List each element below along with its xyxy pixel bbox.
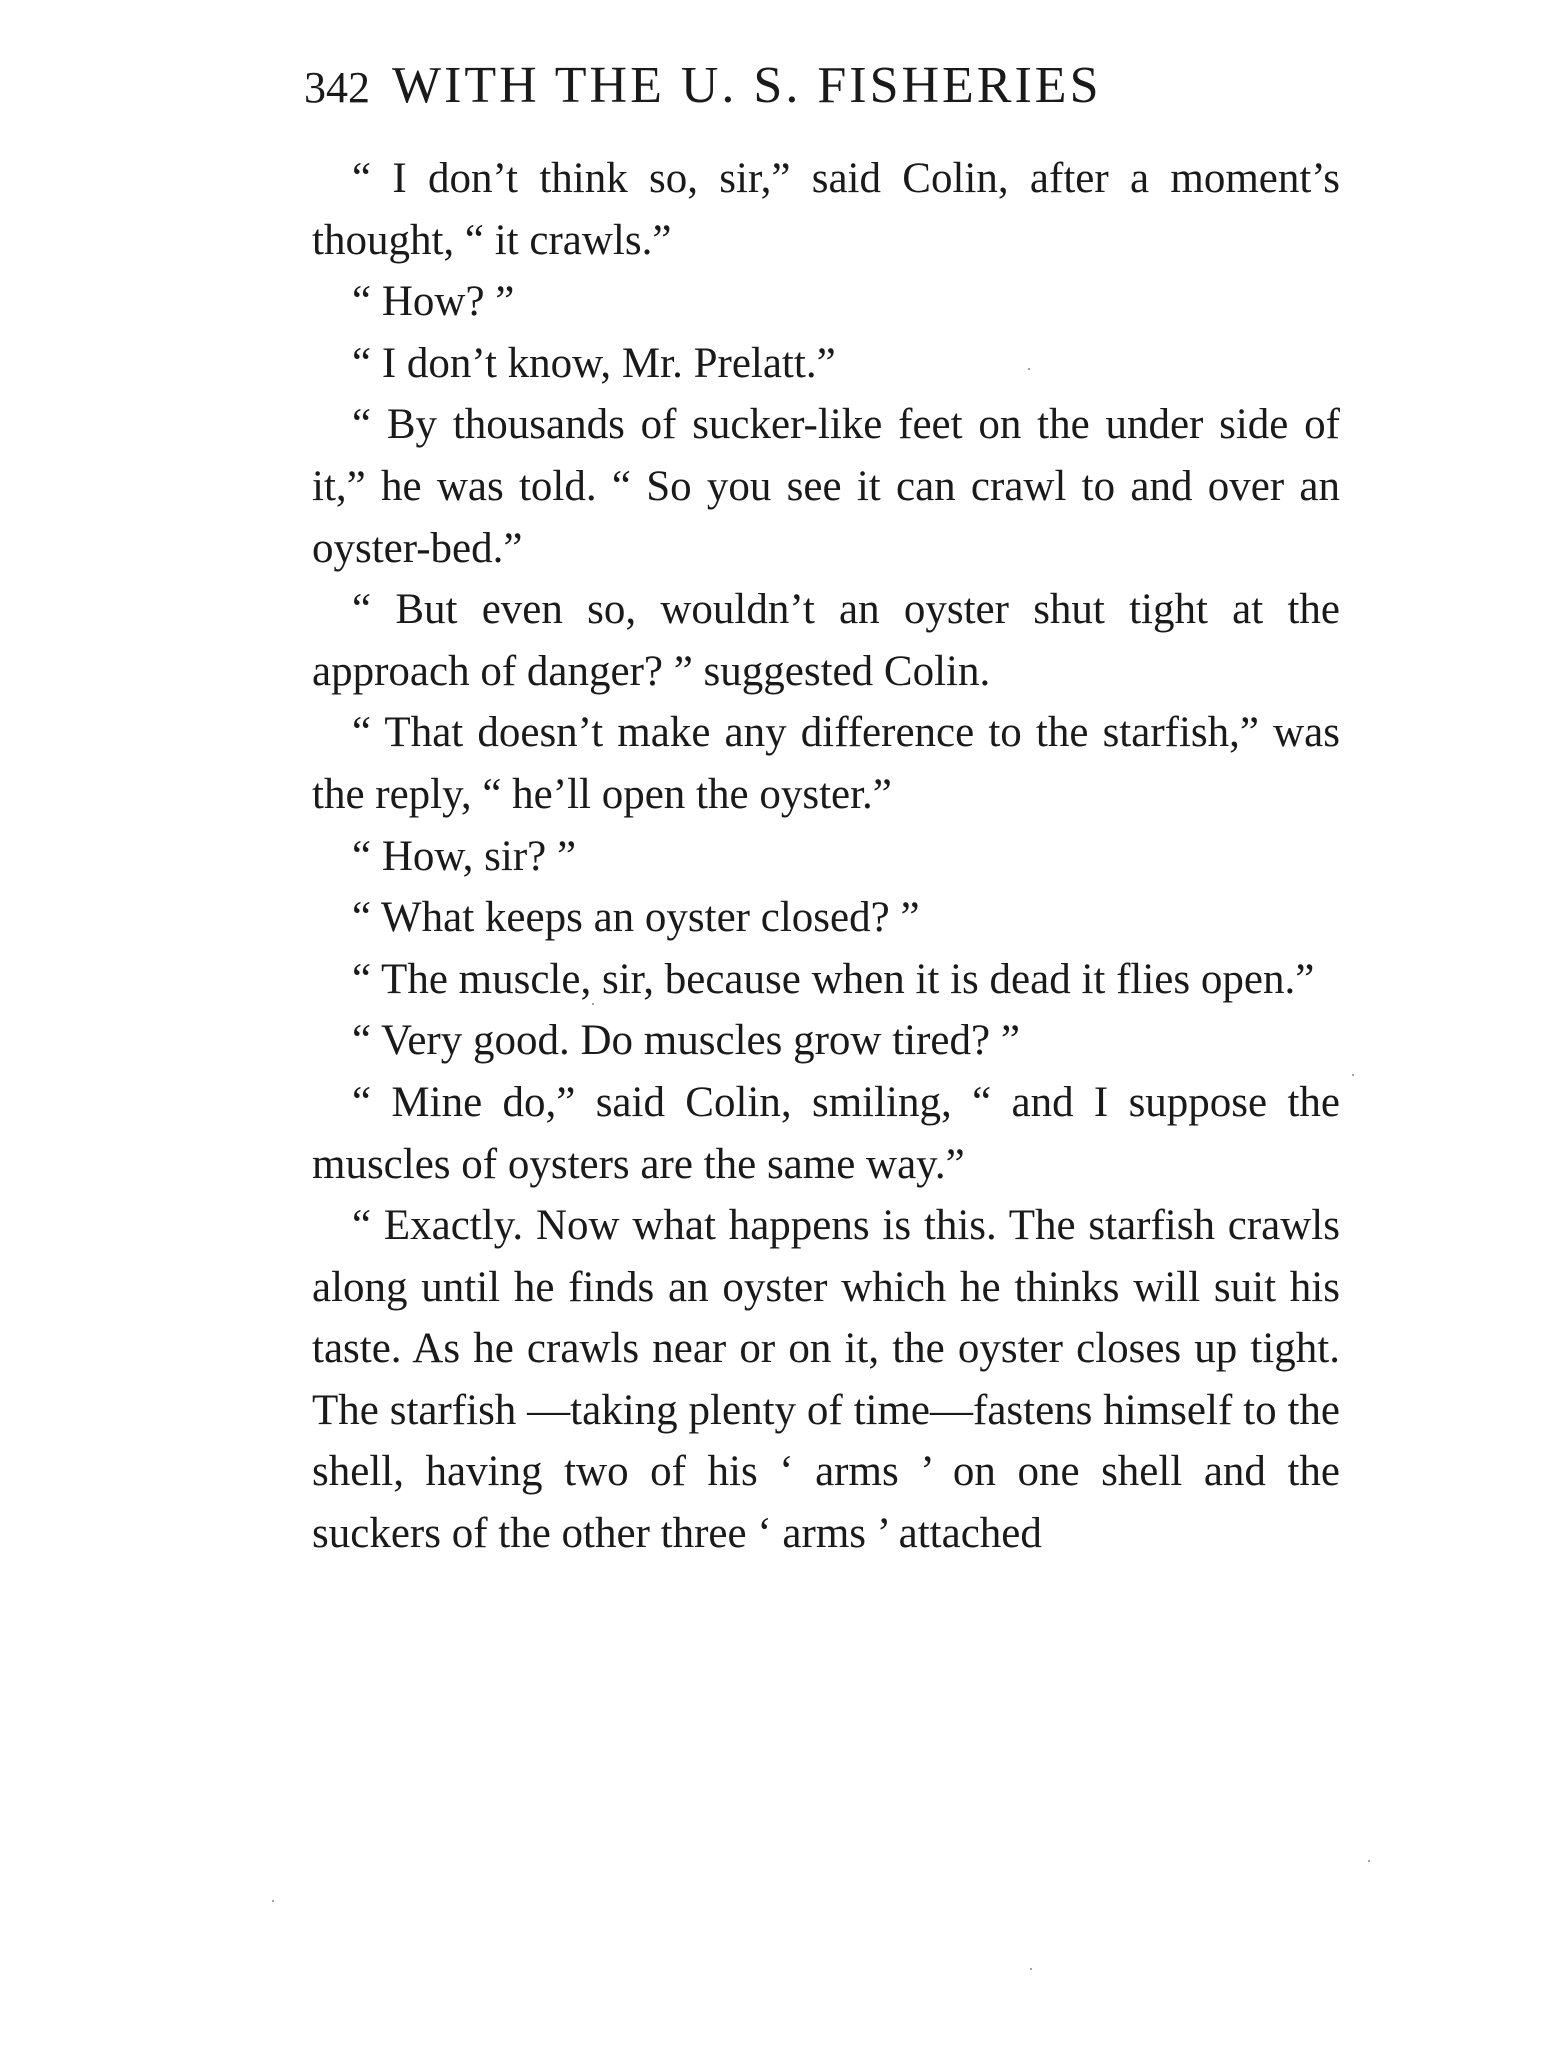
- paragraph: “ The muscle, sir, because when it is dead it flies open.”: [352, 955, 1315, 1003]
- speck: [1028, 368, 1030, 370]
- speck: [1352, 1074, 1354, 1076]
- paragraph: “ I don’t know, Mr. Prelatt.”: [352, 339, 836, 387]
- paragraph: “ I don’t think so, sir,” said Colin, after a moment’s thought, “ it crawls.”: [312, 155, 1340, 264]
- speck: [1030, 1968, 1032, 1970]
- paragraph: “ By thousands of sucker-like feet on the under side of it,” he was told. “ So you see it can crawl to and over an oyster-bed.”: [312, 401, 1340, 572]
- paragraph: “ Exactly. Now what happens is this. The starfish crawls along until he finds an oyster which he thinks will suit his taste. As he crawls near or on it, the oyster closes up tight. The starfish —taking plenty of time—fastens himself to the shell, having two of his ‘ arms ’ on one shell and the suckers of the other three ‘ arms ’ attached: [312, 1202, 1340, 1558]
- paragraph: “ But even so, wouldn’t an oyster shut tight at the approach of danger? ” suggested Colin.: [312, 586, 1340, 695]
- paragraph: “ That doesn’t make any difference to the starfish,” was the reply, “ he’ll open the oyster.”: [312, 709, 1340, 818]
- page-header: [304, 56, 1344, 126]
- paragraph: “ Very good. Do muscles grow tired? ”: [352, 1017, 1020, 1065]
- running-head: WITH THE U. S. FISHERIES: [392, 57, 1102, 114]
- page-number: 342: [304, 63, 370, 112]
- speck: [272, 1900, 274, 1902]
- paragraph: “ How, sir? ”: [352, 832, 577, 880]
- paragraph: “ Mine do,” said Colin, smiling, “ and I suppose the muscles of oysters are the same way.”: [312, 1078, 1340, 1188]
- speck: [592, 1003, 594, 1005]
- paragraph: “ What keeps an oyster closed? ”: [352, 894, 920, 942]
- speck: [1368, 1860, 1370, 1862]
- paragraph: “ How? ”: [352, 278, 515, 326]
- body-text: [312, 148, 1340, 1565]
